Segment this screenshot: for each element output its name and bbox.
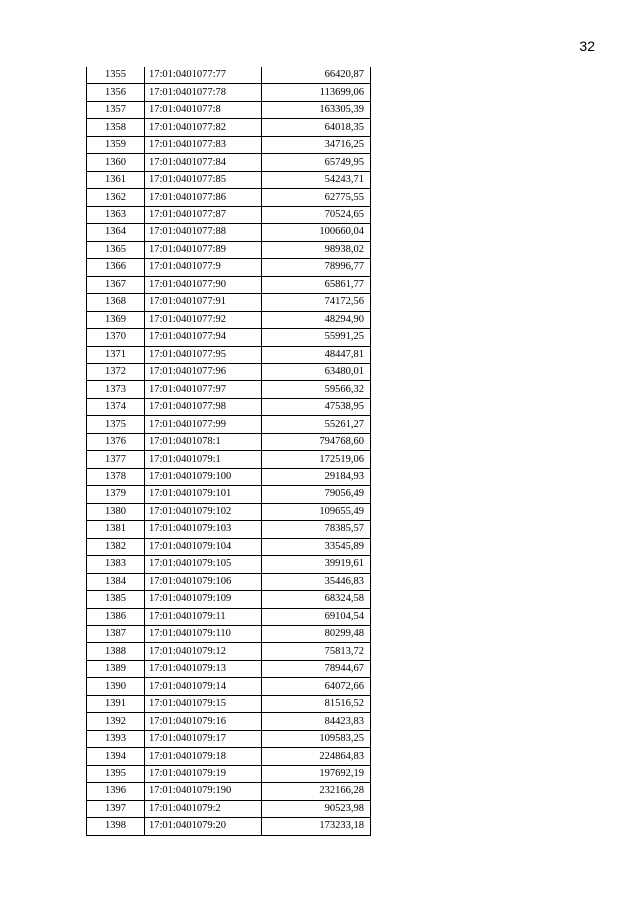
row-number: 1359 bbox=[87, 136, 145, 153]
row-value: 48447,81 bbox=[262, 346, 371, 363]
row-value: 173233,18 bbox=[262, 818, 371, 835]
cadastral-number: 17:01:0401079:109 bbox=[145, 591, 262, 608]
row-value: 109655,49 bbox=[262, 503, 371, 520]
cadastral-number: 17:01:0401079:18 bbox=[145, 748, 262, 765]
cadastral-number: 17:01:0401077:91 bbox=[145, 294, 262, 311]
row-number: 1372 bbox=[87, 363, 145, 380]
row-number: 1360 bbox=[87, 154, 145, 171]
row-value: 78996,77 bbox=[262, 259, 371, 276]
row-value: 69104,54 bbox=[262, 608, 371, 625]
row-number: 1374 bbox=[87, 398, 145, 415]
table-row bbox=[87, 311, 371, 328]
row-value: 98938,02 bbox=[262, 241, 371, 258]
row-number: 1389 bbox=[87, 660, 145, 677]
cadastral-number: 17:01:0401079:110 bbox=[145, 626, 262, 643]
cadastral-number: 17:01:0401077:98 bbox=[145, 398, 262, 415]
table-row bbox=[87, 381, 371, 398]
row-number: 1356 bbox=[87, 84, 145, 101]
cadastral-number: 17:01:0401079:105 bbox=[145, 556, 262, 573]
cadastral-number: 17:01:0401077:78 bbox=[145, 84, 262, 101]
cadastral-number: 17:01:0401077:82 bbox=[145, 119, 262, 136]
row-value: 66420,87 bbox=[262, 67, 371, 84]
table-row bbox=[87, 119, 371, 136]
table-row bbox=[87, 765, 371, 782]
row-value: 78385,57 bbox=[262, 521, 371, 538]
cadastral-number: 17:01:0401079:17 bbox=[145, 730, 262, 747]
table-row bbox=[87, 433, 371, 450]
row-number: 1362 bbox=[87, 189, 145, 206]
cadastral-number: 17:01:0401079:15 bbox=[145, 695, 262, 712]
row-value: 232166,28 bbox=[262, 783, 371, 800]
cadastral-number: 17:01:0401079:102 bbox=[145, 503, 262, 520]
row-number: 1357 bbox=[87, 101, 145, 118]
row-value: 70524,65 bbox=[262, 206, 371, 223]
row-value: 35446,83 bbox=[262, 573, 371, 590]
row-number: 1391 bbox=[87, 695, 145, 712]
row-value: 55261,27 bbox=[262, 416, 371, 433]
table-row bbox=[87, 154, 371, 171]
row-value: 64072,66 bbox=[262, 678, 371, 695]
table-row bbox=[87, 608, 371, 625]
cadastral-number: 17:01:0401077:86 bbox=[145, 189, 262, 206]
table-row bbox=[87, 224, 371, 241]
row-value: 79056,49 bbox=[262, 486, 371, 503]
row-value: 100660,04 bbox=[262, 224, 371, 241]
row-value: 62775,55 bbox=[262, 189, 371, 206]
table-row bbox=[87, 206, 371, 223]
cadastral-number: 17:01:0401079:104 bbox=[145, 538, 262, 555]
table-row bbox=[87, 241, 371, 258]
row-value: 172519,06 bbox=[262, 451, 371, 468]
row-value: 84423,83 bbox=[262, 713, 371, 730]
table-row bbox=[87, 101, 371, 118]
row-value: 74172,56 bbox=[262, 294, 371, 311]
table-row bbox=[87, 556, 371, 573]
row-value: 224864,83 bbox=[262, 748, 371, 765]
row-value: 39919,61 bbox=[262, 556, 371, 573]
row-number: 1377 bbox=[87, 451, 145, 468]
row-number: 1390 bbox=[87, 678, 145, 695]
row-value: 34716,25 bbox=[262, 136, 371, 153]
cadastral-number: 17:01:0401079:190 bbox=[145, 783, 262, 800]
table-row bbox=[87, 748, 371, 765]
row-number: 1386 bbox=[87, 608, 145, 625]
table-row bbox=[87, 67, 371, 84]
row-value: 29184,93 bbox=[262, 468, 371, 485]
row-number: 1355 bbox=[87, 67, 145, 84]
row-number: 1393 bbox=[87, 730, 145, 747]
cadastral-number: 17:01:0401077:8 bbox=[145, 101, 262, 118]
row-value: 55991,25 bbox=[262, 329, 371, 346]
cadastral-number: 17:01:0401077:97 bbox=[145, 381, 262, 398]
row-number: 1364 bbox=[87, 224, 145, 241]
row-number: 1381 bbox=[87, 521, 145, 538]
cadastral-number: 17:01:0401077:92 bbox=[145, 311, 262, 328]
cadastral-number: 17:01:0401077:95 bbox=[145, 346, 262, 363]
cadastral-number: 17:01:0401077:9 bbox=[145, 259, 262, 276]
table-row bbox=[87, 818, 371, 835]
table-row bbox=[87, 136, 371, 153]
table-row bbox=[87, 171, 371, 188]
row-number: 1370 bbox=[87, 329, 145, 346]
cadastral-number: 17:01:0401077:77 bbox=[145, 67, 262, 84]
cadastral-number: 17:01:0401079:100 bbox=[145, 468, 262, 485]
table-row bbox=[87, 503, 371, 520]
cadastral-number: 17:01:0401077:87 bbox=[145, 206, 262, 223]
row-number: 1373 bbox=[87, 381, 145, 398]
cadastral-number: 17:01:0401079:20 bbox=[145, 818, 262, 835]
row-number: 1371 bbox=[87, 346, 145, 363]
row-number: 1361 bbox=[87, 171, 145, 188]
row-value: 80299,48 bbox=[262, 626, 371, 643]
row-value: 163305,39 bbox=[262, 101, 371, 118]
row-number: 1358 bbox=[87, 119, 145, 136]
cadastral-number: 17:01:0401079:16 bbox=[145, 713, 262, 730]
row-number: 1378 bbox=[87, 468, 145, 485]
cadastral-number: 17:01:0401079:103 bbox=[145, 521, 262, 538]
table-row bbox=[87, 398, 371, 415]
table-body bbox=[87, 67, 371, 835]
row-value: 90523,98 bbox=[262, 800, 371, 817]
row-number: 1385 bbox=[87, 591, 145, 608]
row-number: 1383 bbox=[87, 556, 145, 573]
page-number: 32 bbox=[579, 38, 595, 54]
cadastral-number: 17:01:0401079:14 bbox=[145, 678, 262, 695]
cadastral-number: 17:01:0401079:19 bbox=[145, 765, 262, 782]
cadastral-number: 17:01:0401077:88 bbox=[145, 224, 262, 241]
cadastral-number: 17:01:0401079:101 bbox=[145, 486, 262, 503]
table-row bbox=[87, 713, 371, 730]
row-value: 33545,89 bbox=[262, 538, 371, 555]
row-value: 65749,95 bbox=[262, 154, 371, 171]
cadastral-number: 17:01:0401077:90 bbox=[145, 276, 262, 293]
row-value: 48294,90 bbox=[262, 311, 371, 328]
table-row bbox=[87, 294, 371, 311]
row-number: 1392 bbox=[87, 713, 145, 730]
row-number: 1382 bbox=[87, 538, 145, 555]
cadastral-number: 17:01:0401078:1 bbox=[145, 433, 262, 450]
cadastral-number: 17:01:0401077:94 bbox=[145, 329, 262, 346]
cadastral-number: 17:01:0401079:13 bbox=[145, 660, 262, 677]
cadastral-number: 17:01:0401077:99 bbox=[145, 416, 262, 433]
row-number: 1398 bbox=[87, 818, 145, 835]
row-number: 1365 bbox=[87, 241, 145, 258]
table-row bbox=[87, 276, 371, 293]
table-row bbox=[87, 451, 371, 468]
row-value: 54243,71 bbox=[262, 171, 371, 188]
cadastral-number: 17:01:0401079:1 bbox=[145, 451, 262, 468]
table-row bbox=[87, 660, 371, 677]
table-row bbox=[87, 643, 371, 660]
cadastral-number: 17:01:0401077:85 bbox=[145, 171, 262, 188]
row-value: 81516,52 bbox=[262, 695, 371, 712]
cadastral-number: 17:01:0401077:84 bbox=[145, 154, 262, 171]
row-number: 1367 bbox=[87, 276, 145, 293]
cadastral-number: 17:01:0401079:12 bbox=[145, 643, 262, 660]
cadastral-number: 17:01:0401079:2 bbox=[145, 800, 262, 817]
row-number: 1368 bbox=[87, 294, 145, 311]
table-row bbox=[87, 730, 371, 747]
table-row bbox=[87, 800, 371, 817]
table-row bbox=[87, 695, 371, 712]
row-number: 1380 bbox=[87, 503, 145, 520]
row-number: 1395 bbox=[87, 765, 145, 782]
row-number: 1394 bbox=[87, 748, 145, 765]
row-value: 75813,72 bbox=[262, 643, 371, 660]
row-value: 63480,01 bbox=[262, 363, 371, 380]
row-number: 1396 bbox=[87, 783, 145, 800]
row-number: 1366 bbox=[87, 259, 145, 276]
row-number: 1369 bbox=[87, 311, 145, 328]
row-number: 1363 bbox=[87, 206, 145, 223]
table-row bbox=[87, 346, 371, 363]
row-number: 1379 bbox=[87, 486, 145, 503]
table-row bbox=[87, 189, 371, 206]
cadastral-number: 17:01:0401077:89 bbox=[145, 241, 262, 258]
row-number: 1376 bbox=[87, 433, 145, 450]
row-number: 1384 bbox=[87, 573, 145, 590]
table-row bbox=[87, 259, 371, 276]
row-number: 1397 bbox=[87, 800, 145, 817]
table-row bbox=[87, 329, 371, 346]
row-number: 1375 bbox=[87, 416, 145, 433]
table-row bbox=[87, 84, 371, 101]
row-value: 794768,60 bbox=[262, 433, 371, 450]
row-number: 1387 bbox=[87, 626, 145, 643]
table-row bbox=[87, 591, 371, 608]
row-value: 109583,25 bbox=[262, 730, 371, 747]
table-row bbox=[87, 626, 371, 643]
row-value: 78944,67 bbox=[262, 660, 371, 677]
cadastral-number: 17:01:0401079:11 bbox=[145, 608, 262, 625]
data-table bbox=[86, 67, 371, 836]
table-row bbox=[87, 486, 371, 503]
cadastral-number: 17:01:0401079:106 bbox=[145, 573, 262, 590]
table-row bbox=[87, 521, 371, 538]
row-value: 59566,32 bbox=[262, 381, 371, 398]
row-value: 68324,58 bbox=[262, 591, 371, 608]
cadastral-number: 17:01:0401077:83 bbox=[145, 136, 262, 153]
row-value: 65861,77 bbox=[262, 276, 371, 293]
cadastral-number: 17:01:0401077:96 bbox=[145, 363, 262, 380]
row-value: 47538,95 bbox=[262, 398, 371, 415]
table-row bbox=[87, 363, 371, 380]
table-row bbox=[87, 678, 371, 695]
table-row bbox=[87, 416, 371, 433]
table-row bbox=[87, 468, 371, 485]
row-number: 1388 bbox=[87, 643, 145, 660]
table-row bbox=[87, 783, 371, 800]
table-row bbox=[87, 573, 371, 590]
row-value: 64018,35 bbox=[262, 119, 371, 136]
row-value: 113699,06 bbox=[262, 84, 371, 101]
row-value: 197692,19 bbox=[262, 765, 371, 782]
table-row bbox=[87, 538, 371, 555]
